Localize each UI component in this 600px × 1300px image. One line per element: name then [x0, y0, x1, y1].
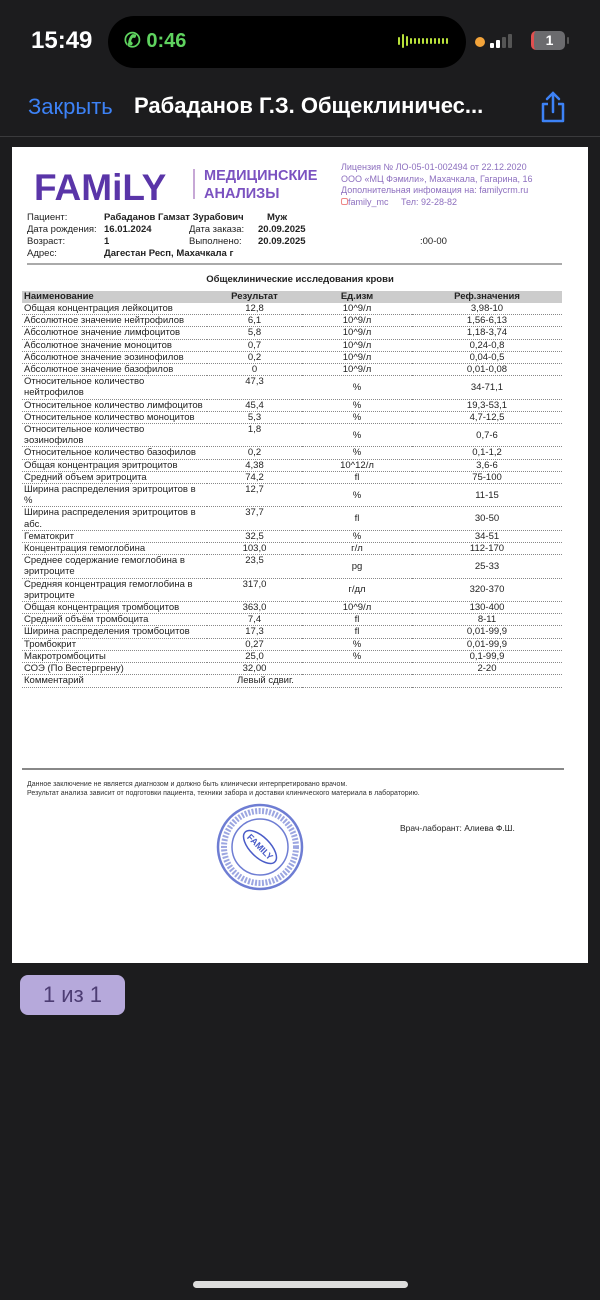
- result: 0,27: [207, 638, 302, 650]
- mic-indicator-icon: [475, 37, 485, 47]
- reference: 130-400: [412, 602, 562, 614]
- home-indicator[interactable]: [193, 1281, 408, 1288]
- reference: 30-50: [412, 507, 562, 530]
- result: 0: [207, 364, 302, 376]
- unit: 10^9/л: [302, 339, 412, 351]
- test-name: Ширина распределения тромбоцитов: [22, 626, 207, 638]
- lab-stamp: [215, 802, 305, 892]
- clock: 15:49: [31, 27, 93, 54]
- table-row: [22, 303, 562, 315]
- reference: 320-370: [412, 578, 562, 601]
- test-name: Гематокрит: [22, 530, 207, 542]
- unit: fl: [302, 507, 412, 530]
- battery-icon: 1: [531, 31, 565, 50]
- table-row: [22, 364, 562, 376]
- test-name: Относительное количество базофилов: [22, 447, 207, 459]
- unit: [302, 663, 412, 675]
- test-name: Общая концентрация эритроцитов: [22, 459, 207, 471]
- reference: 0,7-6: [412, 424, 562, 447]
- divider: [27, 263, 562, 265]
- unit: %: [302, 424, 412, 447]
- unit: %: [302, 650, 412, 662]
- table-row: [22, 614, 562, 626]
- result: 0,2: [207, 447, 302, 459]
- reference: 0,01-99,9: [412, 626, 562, 638]
- reference: 1,56-6,13: [412, 315, 562, 327]
- unit: pg: [302, 555, 412, 578]
- unit: fl: [302, 614, 412, 626]
- result: 17,3: [207, 626, 302, 638]
- test-name: Абсолютное значение эозинофилов: [22, 351, 207, 363]
- svg-text:FAMILY: FAMILY: [245, 832, 275, 862]
- unit: %: [302, 411, 412, 423]
- reference: 25-33: [412, 555, 562, 578]
- dynamic-island-call[interactable]: [108, 16, 466, 68]
- call-timer: ✆ 0:46: [124, 30, 187, 52]
- unit: г/дл: [302, 578, 412, 601]
- table-row: [22, 315, 562, 327]
- test-name: Абсолютное значение нейтрофилов: [22, 315, 207, 327]
- table-header: Наименование Результат Ед.изм Реф.значения: [22, 291, 562, 303]
- unit: 10^9/л: [302, 364, 412, 376]
- test-name: Среднее содержание гемоглобина в эритроците: [22, 555, 207, 578]
- unit: 10^9/л: [302, 303, 412, 315]
- unit: %: [302, 638, 412, 650]
- table-row: [22, 424, 562, 447]
- table-row: [22, 399, 562, 411]
- reference: 34-71,1: [412, 376, 562, 399]
- unit: 10^9/л: [302, 327, 412, 339]
- document-title: Рабаданов Г.З. Общеклиничес...: [134, 93, 484, 118]
- results-table: [22, 291, 562, 688]
- page-indicator: 1 из 1: [20, 975, 125, 1015]
- audio-wave-icon: [398, 33, 448, 49]
- result: 363,0: [207, 602, 302, 614]
- result: 103,0: [207, 543, 302, 555]
- table-row: [22, 650, 562, 662]
- result: 32,00: [207, 663, 302, 675]
- table-row: [22, 327, 562, 339]
- unit: 10^9/л: [302, 351, 412, 363]
- unit: 10^9/л: [302, 602, 412, 614]
- close-button[interactable]: Закрыть: [28, 94, 113, 119]
- result: 74,2: [207, 471, 302, 483]
- reference: 19,3-53,1: [412, 399, 562, 411]
- table-row: [22, 663, 562, 675]
- result: 12,7: [207, 484, 302, 507]
- test-name: Абсолютное значение моноцитов: [22, 339, 207, 351]
- share-icon[interactable]: [538, 90, 568, 124]
- result: 4,38: [207, 459, 302, 471]
- test-name: Общая концентрация лейкоцитов: [22, 303, 207, 315]
- table-row: [22, 351, 562, 363]
- test-name: Относительное количество нейтрофилов: [22, 376, 207, 399]
- logo-subtitle: МЕДИЦИНСКИЕ АНАЛИЗЫ: [204, 168, 318, 202]
- table-row: [22, 459, 562, 471]
- unit: %: [302, 484, 412, 507]
- test-name: Концентрация гемоглобина: [22, 543, 207, 555]
- table-row: [22, 471, 562, 483]
- unit: 10^12/л: [302, 459, 412, 471]
- phone-icon: ✆: [124, 30, 141, 52]
- unit: %: [302, 530, 412, 542]
- reference: 34-51: [412, 530, 562, 542]
- logo-divider: [193, 169, 195, 199]
- result: 5,3: [207, 411, 302, 423]
- unit: fl: [302, 626, 412, 638]
- unit: 10^9/л: [302, 315, 412, 327]
- result: 23,5: [207, 555, 302, 578]
- reference: 0,04-0,5: [412, 351, 562, 363]
- test-name: Ширина распределения эритроцитов в абс.: [22, 507, 207, 530]
- reference: 0,01-99,9: [412, 638, 562, 650]
- nav-bar: [0, 82, 600, 137]
- table-row: [22, 484, 562, 507]
- table-row: [22, 578, 562, 601]
- reference: 112-170: [412, 543, 562, 555]
- unit: %: [302, 399, 412, 411]
- doctor-signature: Врач-лаборант: Алиева Ф.Ш.: [400, 823, 515, 833]
- reference: 0,01-0,08: [412, 364, 562, 376]
- test-name: Относительное количество моноцитов: [22, 411, 207, 423]
- divider: [22, 768, 564, 770]
- result: 32,5: [207, 530, 302, 542]
- result: 6,1: [207, 315, 302, 327]
- table-row: [22, 638, 562, 650]
- table-row: [22, 543, 562, 555]
- test-name: Средняя концентрация гемоглобина в эритроците: [22, 578, 207, 601]
- comment-value: Левый сдвиг.: [207, 675, 562, 687]
- reference: 0,1-1,2: [412, 447, 562, 459]
- reference: 0,1-99,9: [412, 650, 562, 662]
- reference: 0,24-0,8: [412, 339, 562, 351]
- table-row: [22, 626, 562, 638]
- result: 5,8: [207, 327, 302, 339]
- comment-label: Комментарий: [22, 675, 207, 687]
- result: 37,7: [207, 507, 302, 530]
- reference: 2-20: [412, 663, 562, 675]
- reference: 3,6-6: [412, 459, 562, 471]
- reference: 11-15: [412, 484, 562, 507]
- result: 7,4: [207, 614, 302, 626]
- unit: г/л: [302, 543, 412, 555]
- table-row: [22, 376, 562, 399]
- result: 25,0: [207, 650, 302, 662]
- test-name: Общая концентрация тромбоцитов: [22, 602, 207, 614]
- instagram-icon: [341, 198, 348, 205]
- unit: %: [302, 447, 412, 459]
- reference: 1,18-3,74: [412, 327, 562, 339]
- result: 47,3: [207, 376, 302, 399]
- reference: 75-100: [412, 471, 562, 483]
- test-name: Относительное количество лимфоцитов: [22, 399, 207, 411]
- table-row: [22, 339, 562, 351]
- unit: fl: [302, 471, 412, 483]
- unit: %: [302, 376, 412, 399]
- table-row: [22, 447, 562, 459]
- section-title: Общеклинические исследования крови: [206, 274, 394, 285]
- result: 0,2: [207, 351, 302, 363]
- license-info: Лицензия № ЛО-05-01-002494 от 22.12.2020 ООО «МЦ Фэмили», Махачкала, Гагарина, 16 Дополнительная инфомация на: familycrm.ru family_mc Тел: 92-28-82: [341, 162, 533, 207]
- table-row: [22, 411, 562, 423]
- table-row: [22, 530, 562, 542]
- result: 45,4: [207, 399, 302, 411]
- test-name: Относительное количество эозинофилов: [22, 424, 207, 447]
- test-name: СОЭ (По Вестергрену): [22, 663, 207, 675]
- test-name: Средний объём тромбоцита: [22, 614, 207, 626]
- result: 317,0: [207, 578, 302, 601]
- comment-row: [22, 675, 562, 687]
- test-name: Тромбокрит: [22, 638, 207, 650]
- test-name: Абсолютное значение лимфоцитов: [22, 327, 207, 339]
- pdf-page: FAMiLY МЕДИЦИНСКИЕ АНАЛИЗЫ Лицензия № ЛО-05-01-002494 от 22.12.2020 ООО «МЦ Фэмили», Махачкала, Гагарина, 16 Дополнительная инфомация на: familycrm.ru family_mc Тел: 92-28-82 Пациент: Рабаданов Гамзат Зурабович Муж Дата рождения: 16.01.2024 Дата заказа: 20.09.2025 Возраст: 1 Выполнено: 20.09.2025 :00-00 Адрес: Дагестан Респ, Махачкала г Общеклинические исследования крови Наименование Результат Ед.изм Реф.значения Общая концентрация лейкоцитов 12,8 10^9/л 3,98-10 Абсолютное значение нейтрофилов 6,1 10^9/л 1,56-6,13 Абсолютное значение лимфоцитов 5,8 10^9/л 1,18-3,74 Абсолютное значение моноцитов 0,7 10^9/л 0,24-0,8 Абсолютное значение эозинофилов 0,2 10^9/л 0,04-0,5 Абсолютное значение базофилов 0 10^9/л 0,01-0,08 Относительное количество нейтрофилов 47,3 % 34-71,1 Относительное количество лимфоцитов 45,4 % 19,3-53,1 Относительное количество моноцитов 5,3 % 4,7-12,5 Относительное количество эозинофилов 1,8 % 0,7-6 Относительное количество базофилов 0,2 % 0,1-1,2 Общая концентрация эритроцитов 4,38 10^12/л 3,6-6 Средний объем эритроцита 74,2 fl 75-100 Ширина распределения эритроцитов в % 12,7 % 11-15 Ширина распределения эритроцитов в абс. 37,7 fl 30-50 Гематокрит 32,5 % 34-51 Концентрация гемоглобина 103,0 г/л 112-170 Среднее содержание гемоглобина в эритроците 23,5 pg 25-33 Средняя концентрация гемоглобина в эритроците 317,0 г/дл 320-370 Общая концентрация тромбоцитов 363,0 10^9/л 130-400 Средний объём тромбоцита 7,4 fl 8-11 Ширина распределения тромбоцитов 17,3 fl 0,01-99,9 Тромбокрит 0,27 % 0,01-99,9 Макротромбоциты 25,0 % 0,1-99,9 СОЭ (По Вестергрену) 32,00 2-20 Комментарий Левый сдвиг. Данное заключение не является диагнозом и должно быть клинически интерпретировано врачом. Результат анализа зависит от подготовки пациента, техники забора и доставки клинического материала в лабораторию. FAMILY Врач-лаборант: Алиева Ф.Ш.: [12, 147, 588, 963]
- result: 1,8: [207, 424, 302, 447]
- test-name: Макротромбоциты: [22, 650, 207, 662]
- reference: 3,98-10: [412, 303, 562, 315]
- family-logo: FAMiLY: [34, 167, 167, 208]
- disclaimer: Данное заключение не является диагнозом и должно быть клинически интерпретировано врачом. Результат анализа зависит от подготовки пациента, техники забора и доставки клинического материала в лабораторию.: [27, 781, 420, 797]
- status-bar: [0, 0, 600, 82]
- table-row: [22, 602, 562, 614]
- test-name: Ширина распределения эритроцитов в %: [22, 484, 207, 507]
- reference: 4,7-12,5: [412, 411, 562, 423]
- signal-icon: [490, 34, 512, 48]
- reference: 8-11: [412, 614, 562, 626]
- table-row: [22, 555, 562, 578]
- table-row: [22, 507, 562, 530]
- result: 0,7: [207, 339, 302, 351]
- test-name: Средний объем эритроцита: [22, 471, 207, 483]
- result: 12,8: [207, 303, 302, 315]
- test-name: Абсолютное значение базофилов: [22, 364, 207, 376]
